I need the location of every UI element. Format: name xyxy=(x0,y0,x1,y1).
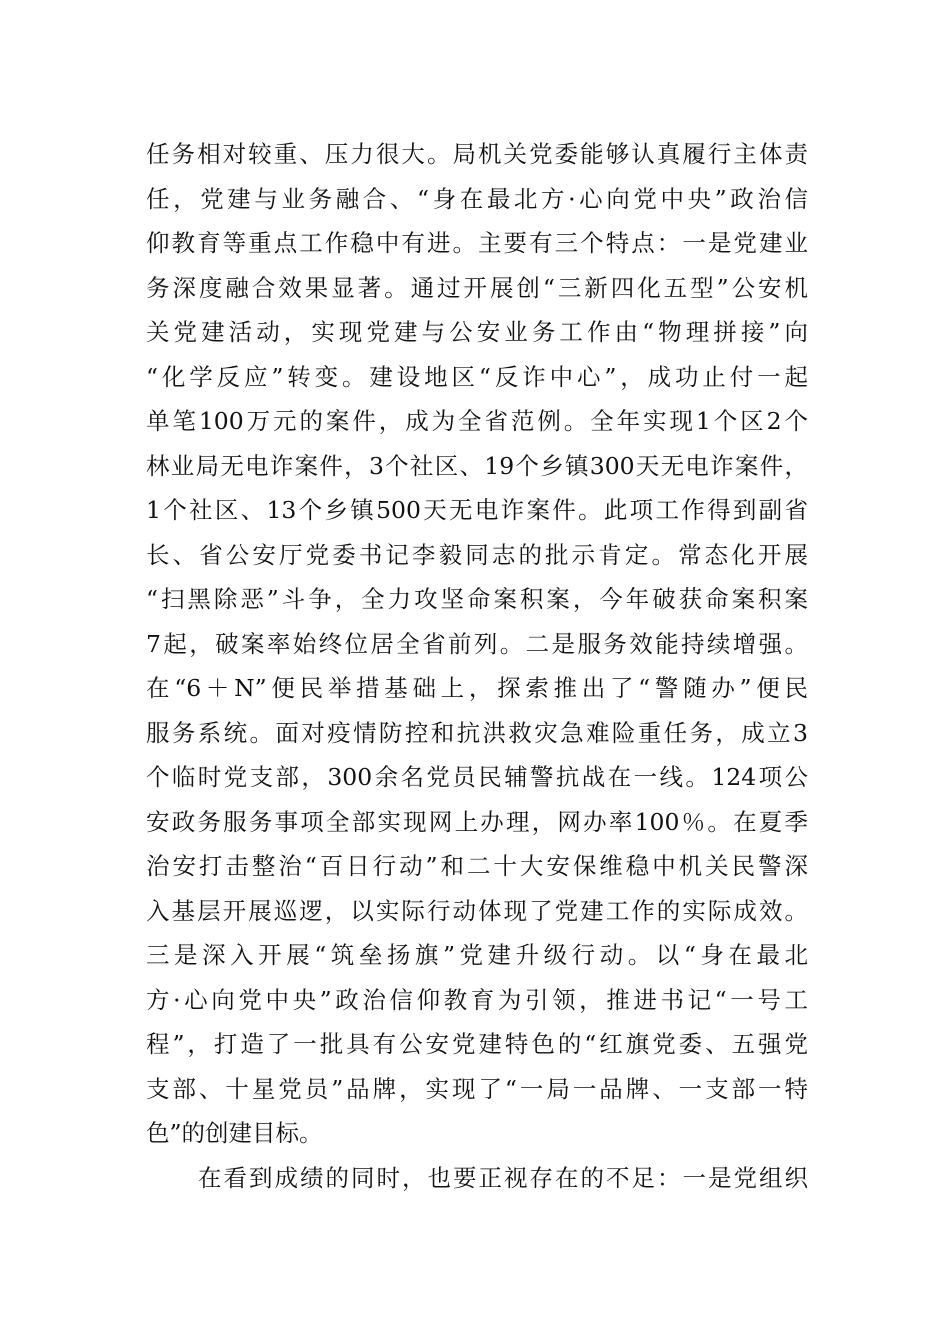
text-line: 方·心向党中央”政治信仰教育为引领，推进书记“一号工 xyxy=(146,985,808,1014)
text-line: 1个社区、13个乡镇500天无电诈案件。此项工作得到副省 xyxy=(146,496,808,524)
text-line: 林业局无电诈案件，3个社区、19个乡镇300天无电诈案件， xyxy=(146,451,808,480)
text-line: 关党建活动，实现党建与公安业务工作由“物理拼接”向 xyxy=(146,318,808,346)
text-line: 程”，打造了一批具有公安党建特色的“红旗党委、五强党 xyxy=(146,1030,808,1058)
text-line: 仰教育等重点工作稳中有进。主要有三个特点：一是党建业 xyxy=(146,229,808,257)
text-line: 安政务服务事项全部实现网上办理，网办率100％。在夏季 xyxy=(146,807,808,836)
text-line: 长、省公安厅党委书记李毅同志的批示肯定。常态化开展 xyxy=(146,540,808,569)
text-line: “扫黑除恶”斗争，全力攻坚命案积案，今年破获命案积案 xyxy=(146,585,808,613)
text-line: 任，党建与业务融合、“身在最北方·心向党中央”政治信 xyxy=(146,184,808,213)
text-line: 入基层开展巡逻，以实际行动体现了党建工作的实际成效。 xyxy=(146,896,808,925)
paragraph-start-line: 在看到成绩的同时，也要正视存在的不足：一是党组织 xyxy=(198,1163,808,1192)
text-line: “化学反应”转变。建设地区“反诈中心”，成功止付一起 xyxy=(146,362,808,391)
text-line: 支部、十星党员”品牌，实现了“一局一品牌、一支部一特 xyxy=(146,1074,808,1103)
text-line: 在“6＋N”便民举措基础上，探索推出了“警随办”便民 xyxy=(146,674,808,702)
text-line: 7起，破案率始终位居全省前列。二是服务效能持续增强。 xyxy=(146,629,808,658)
text-line: 三是深入开展“筑垒扬旗”党建升级行动。以“身在最北 xyxy=(146,941,808,969)
paragraph-end-line: 色”的创建目标。 xyxy=(146,1119,323,1147)
text-line: 单笔100万元的案件，成为全省范例。全年实现1个区2个 xyxy=(146,407,808,435)
text-line: 务深度融合效果显著。通过开展创“三新四化五型”公安机 xyxy=(146,273,808,302)
text-line: 服务系统。面对疫情防控和抗洪救灾急难险重任务，成立3 xyxy=(146,718,808,747)
text-line: 治安打击整治“百日行动”和二十大安保维稳中机关民警深 xyxy=(146,852,808,880)
body-text xyxy=(146,132,808,1200)
text-line: 任务相对较重、压力很大。局机关党委能够认真履行主体责 xyxy=(146,140,808,168)
text-line: 个临时党支部，300余名党员民辅警抗战在一线。124项公 xyxy=(146,763,808,791)
